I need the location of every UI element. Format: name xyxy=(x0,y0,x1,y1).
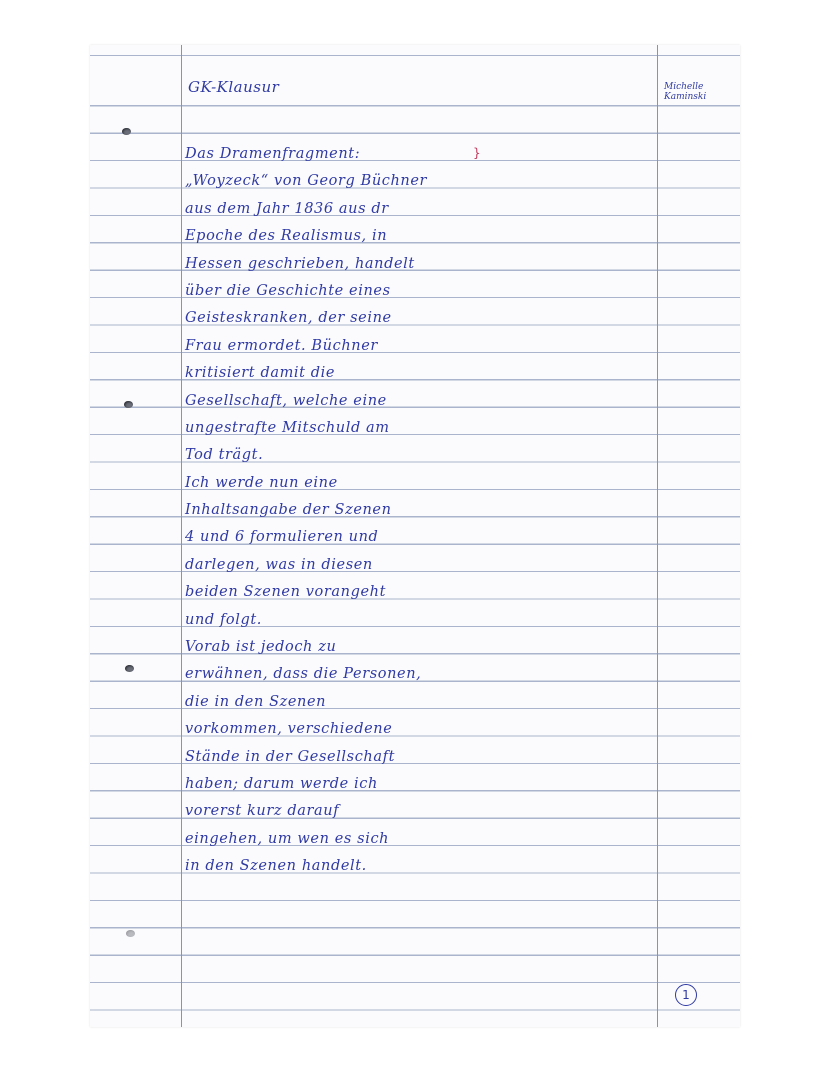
text-line: Stände in der Gesellschaft xyxy=(185,748,396,765)
notebook-page xyxy=(90,45,740,1027)
text-line: Vorab ist jedoch zu xyxy=(185,639,337,656)
page-number-badge: 1 xyxy=(675,984,697,1006)
text-line: erwähnen, dass die Personen, xyxy=(185,666,422,683)
text-line: aus dem Jahr 1836 aus dr xyxy=(185,200,389,217)
text-line: „Woyzeck“ von Georg Büchner xyxy=(185,173,428,190)
text-line: Hessen geschrieben, handelt xyxy=(185,255,415,272)
essay-text xyxy=(185,141,650,881)
left-margin-line xyxy=(181,45,182,1027)
text-line: Inhaltsangabe der Szenen xyxy=(185,502,392,519)
punch-hole xyxy=(125,665,134,672)
text-line: ungestrafte Mitschuld am xyxy=(185,419,390,436)
punch-hole xyxy=(122,128,131,135)
text-line: die in den Szenen xyxy=(185,693,327,710)
text-line: Tod trägt. xyxy=(185,447,264,464)
text-line: beiden Szenen vorangeht xyxy=(185,584,386,601)
text-line: Das Dramenfragment: xyxy=(185,146,361,162)
author-name: Michelle Kaminski xyxy=(664,82,707,102)
right-margin-line xyxy=(657,45,658,1027)
text-line: 4 und 6 formulieren und xyxy=(185,529,379,546)
text-line: Ich werde nun eine xyxy=(185,474,338,491)
text-line: vorerst kurz darauf xyxy=(185,803,340,820)
text-line: Frau ermordet. Büchner xyxy=(185,337,378,354)
text-line: kritisiert damit die xyxy=(185,365,336,382)
text-line: eingehen, um wen es sich xyxy=(185,830,390,847)
text-line: in den Szenen handelt. xyxy=(185,858,367,875)
text-line: über die Geschichte eines xyxy=(185,282,391,299)
text-line: Geisteskranken, der seine xyxy=(185,310,392,327)
correction-mark: } xyxy=(473,146,481,160)
text-line: Epoche des Realismus, in xyxy=(185,228,388,245)
text-line: darlegen, was in diesen xyxy=(185,556,373,573)
text-line: haben; darum werde ich xyxy=(185,775,378,792)
text-line: vorkommen, verschiedene xyxy=(185,721,393,738)
page-title: GK-Klausur xyxy=(188,78,280,96)
punch-hole xyxy=(124,401,133,408)
punch-hole xyxy=(126,930,135,937)
text-line: und folgt. xyxy=(185,611,263,628)
text-line: Gesellschaft, welche eine xyxy=(185,392,387,409)
